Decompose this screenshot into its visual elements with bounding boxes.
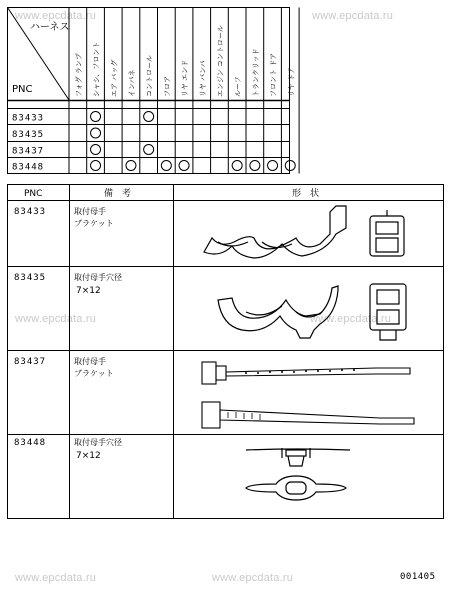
watermark: www.epcdata.ru	[310, 313, 392, 325]
usage-mark	[250, 161, 260, 171]
detail-remark-line: ブラケット	[74, 219, 114, 228]
detail-pnc: 83433	[14, 207, 47, 217]
pnc-column-header: PNC	[24, 189, 43, 199]
detail-remark-line: 取付母手穴径	[74, 273, 122, 282]
matrix-row-pnc: 83433	[12, 113, 45, 124]
usage-mark	[268, 161, 278, 171]
detail-remark-line: 取付母手	[74, 357, 106, 366]
usage-mark	[91, 112, 101, 122]
matrix-column-header: フロント ドア	[269, 52, 278, 97]
matrix-column-header: リヤ ドア	[287, 67, 296, 97]
detail-remark-line: 取付母手穴径	[74, 438, 122, 447]
usage-mark	[91, 128, 101, 138]
harness-application-matrix	[0, 0, 455, 180]
clamp-83435-drawing	[218, 284, 406, 340]
matrix-row-pnc: 83448	[12, 162, 45, 173]
cable-tie-83437-drawing	[202, 362, 414, 428]
usage-mark	[161, 161, 171, 171]
watermark: www.epcdata.ru	[15, 10, 97, 22]
detail-remark-line: 7×12	[76, 451, 101, 461]
drawing-code: 001405	[400, 572, 436, 582]
matrix-row-pnc: 83437	[12, 146, 45, 157]
detail-pnc: 83437	[14, 357, 47, 367]
usage-mark	[91, 145, 101, 155]
pnc-header: PNC	[12, 84, 33, 95]
matrix-column-header: リヤ エンド	[181, 59, 190, 97]
usage-mark	[144, 145, 154, 155]
watermark: www.epcdata.ru	[212, 572, 294, 584]
watermark: www.epcdata.ru	[312, 10, 394, 22]
usage-mark	[91, 161, 101, 171]
detail-remark-line: 7×12	[76, 286, 101, 296]
matrix-column-header: フロア	[163, 76, 172, 97]
matrix-column-header: ルーフ	[234, 76, 243, 97]
matrix-column-header: リヤ バンパ	[198, 60, 207, 97]
detail-remark-line: 取付母手	[74, 207, 106, 216]
matrix-column-header: フォグ ランプ	[74, 53, 83, 97]
matrix-column-header: シャシ、フロント	[92, 41, 101, 97]
matrix-column-header: コントロール	[145, 55, 154, 97]
matrix-row-pnc: 83435	[12, 130, 45, 140]
shape-column-header: 形 状	[292, 189, 320, 199]
usage-mark	[179, 161, 189, 171]
remarks-column-header: 備 考	[104, 189, 132, 199]
usage-mark	[285, 161, 295, 171]
usage-mark	[126, 161, 136, 171]
watermark: www.epcdata.ru	[15, 572, 97, 584]
usage-mark	[144, 112, 154, 122]
matrix-column-header: トランクリッド	[251, 48, 260, 97]
usage-mark	[232, 161, 242, 171]
clip-83448-drawing	[246, 448, 350, 500]
clamp-83433-drawing	[204, 206, 404, 258]
detail-pnc: 83448	[14, 438, 47, 448]
matrix-column-header: インパネ	[127, 69, 136, 97]
matrix-column-header: エア バッグ	[110, 59, 119, 97]
detail-pnc: 83435	[14, 273, 47, 283]
matrix-column-header: エンジン コントロール	[216, 25, 225, 97]
harness-header: ハーネス	[30, 22, 70, 33]
parts-detail-table	[0, 180, 455, 520]
detail-remark-line: ブラケット	[74, 369, 114, 378]
watermark: www.epcdata.ru	[15, 313, 97, 325]
